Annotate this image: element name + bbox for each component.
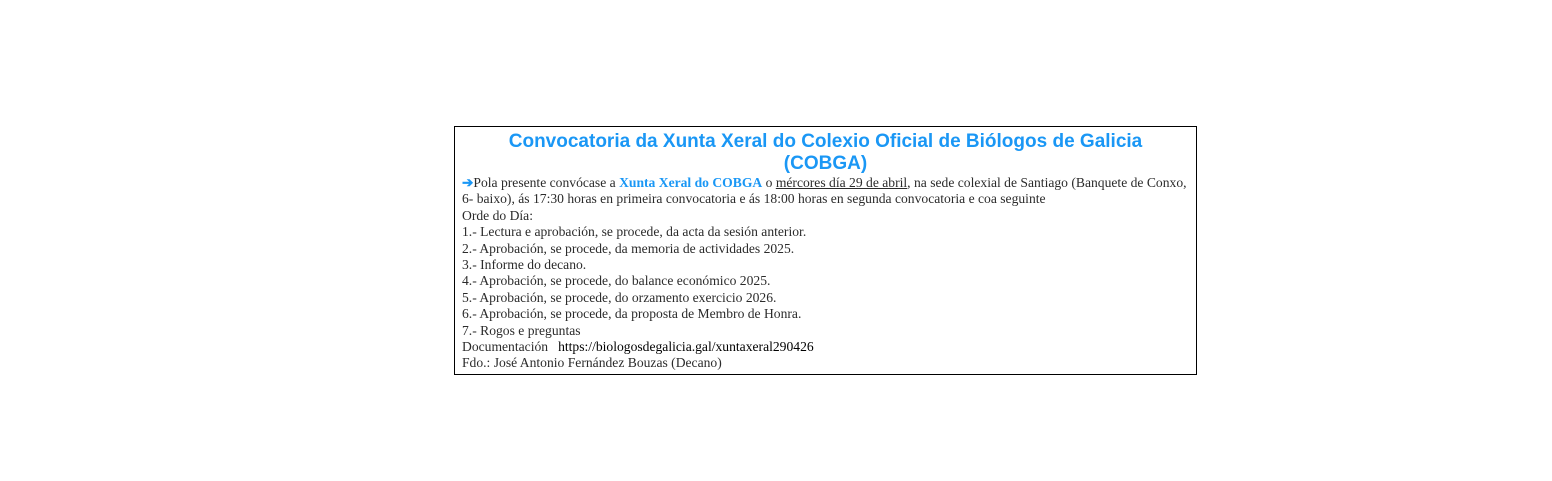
signature: Fdo.: José Antonio Fernández Bouzas (Decano) (462, 355, 722, 371)
title-line-2: (COBGA) (783, 153, 868, 174)
agenda-item: 1.- Lectura e aprobación, se procede, da acta da sesión anterior. (462, 224, 807, 240)
agenda-item: 6.- Aprobación, se procede, da proposta de Membro de Honra. (462, 306, 802, 322)
agenda-item: 5.- Aprobación, se procede, do orzamento exercicio 2026. (462, 289, 777, 305)
agenda-item: 2.- Aprobación, se procede, da memoria de actividades 2025. (462, 240, 795, 256)
agenda-item: 7.- Rogos e preguntas (462, 322, 581, 338)
assembly-name: Xunta Xeral do COBGA (619, 175, 763, 190)
announcement-box (454, 126, 1197, 375)
intro-text-mid: o (762, 175, 776, 190)
intro-text-post: , na sede colexial de Santiago (Banquete de Conxo, 6- baixo), ás 17:30 horas en primeira convocatoria e ás 18:00 horas en segunda convocatoria e coa seguinte (462, 175, 1187, 207)
intro-paragraph (462, 175, 1189, 208)
documentation-label: Documentación (462, 339, 549, 355)
announcement-title (455, 131, 1196, 175)
documentation-link[interactable]: https://biologosdegalicia.gal/xuntaxeral290426 (558, 339, 814, 355)
arrow-right-icon: ➔ (462, 175, 474, 190)
documentation-line (462, 339, 1189, 355)
announcement-body (455, 175, 1196, 372)
agenda-heading: Orde do Día: (462, 207, 533, 223)
meeting-date: mércores día 29 de abril (775, 175, 908, 190)
intro-text: Pola presente convócase a (473, 175, 620, 190)
agenda-item: 3.- Informe do decano. (462, 257, 587, 273)
agenda-item: 4.- Aprobación, se procede, do balance económico 2025. (462, 273, 771, 289)
title-line-1: Convocatoria da Xunta Xeral do Colexio Oficial de Biólogos de Galicia (508, 131, 1143, 152)
